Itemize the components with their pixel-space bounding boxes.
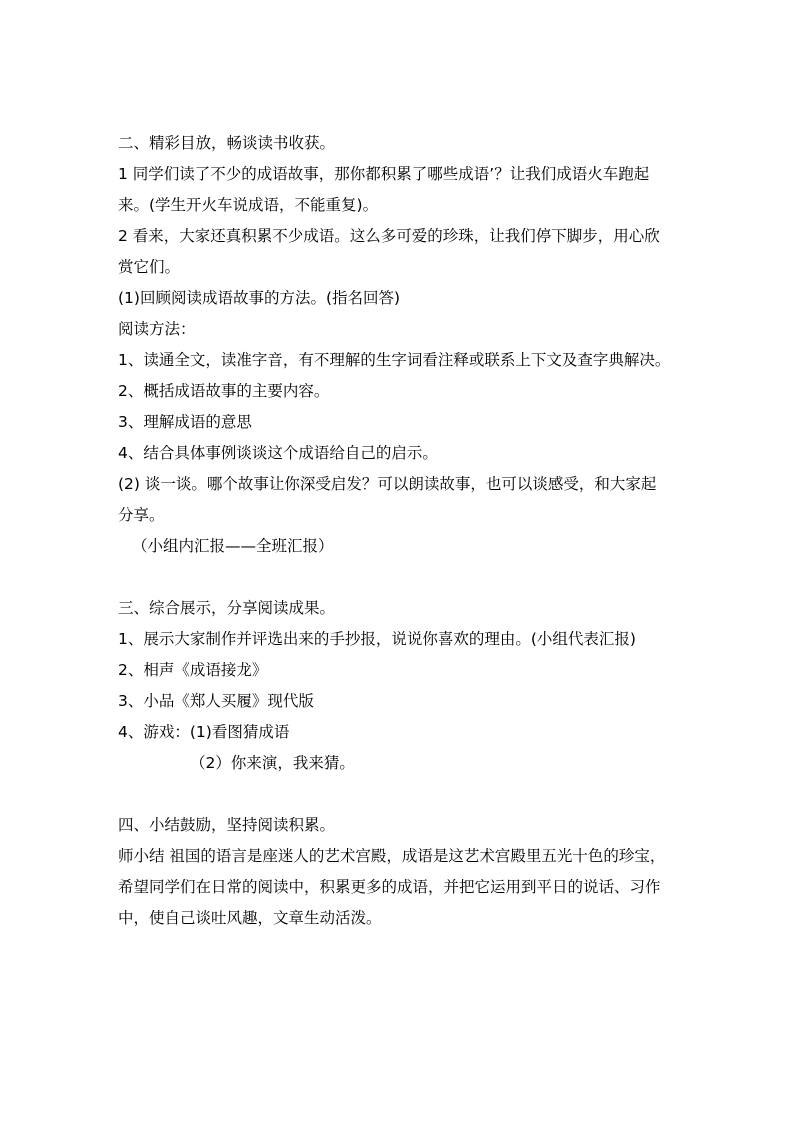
paragraph-line: 分享。 xyxy=(118,506,165,524)
paragraph-line: (2) 谈一谈。哪个故事让你深受启发？可以朗读故事，也可以谈感受，和大家起 xyxy=(118,475,657,493)
paragraph-line: 中，使自己谈吐风趣，文章生动活泼。 xyxy=(118,909,382,927)
reading-method-label: 阅读方法： xyxy=(118,320,196,338)
paragraph-line: 赏它们。 xyxy=(118,258,181,276)
reading-method-item: 4、结合具体事例谈谈这个成语给自己的启示。 xyxy=(118,444,438,462)
reading-method-item: 3、理解成语的意思 xyxy=(118,413,252,431)
blank-line xyxy=(118,562,684,593)
paragraph-line: 师小结 祖国的语言是座迷人的艺术宫殿，成语是这艺术宫殿里五光十色的珍宝， xyxy=(118,847,666,865)
section-2-heading: 二、精彩目放，畅谈读书收获。 xyxy=(118,134,336,152)
activity-sub-item: （2）你来演，我来猜。 xyxy=(190,754,355,772)
reading-method-item: 1、读通全文，读准字音，有不理解的生字词看注释或联系上下文及查字典解决。 xyxy=(118,351,671,369)
section-4-heading: 四、小结鼓励，坚持阅读积累。 xyxy=(118,816,336,834)
activity-item: 4、游戏：(1)看图猜成语 xyxy=(118,723,290,741)
activity-item: 2、相声《成语接龙》 xyxy=(118,661,268,679)
blank-line xyxy=(118,779,684,810)
activity-item: 3、小品《郑人买履》现代版 xyxy=(118,692,314,710)
paragraph-line: 希望同学们在日常的阅读中，积累更多的成语，并把它运用到平日的说话、习作 xyxy=(118,878,661,896)
paragraph-line: （小组内汇报——全班汇报） xyxy=(132,537,334,555)
document-body xyxy=(118,128,684,934)
paragraph-line: (1)回顾阅读成语故事的方法。(指名回答) xyxy=(118,289,401,307)
paragraph-line: 1 同学们读了不少的成语故事，那你都积累了哪些成语’？让我们成语火车跑起 xyxy=(118,165,650,183)
paragraph-line: 2 看来，大家还真积累不少成语。这么多可爱的珍珠，让我们停下脚步，用心欣 xyxy=(118,227,660,245)
activity-item: 1、展示大家制作并评选出来的手抄报，说说你喜欢的理由。(小组代表汇报) xyxy=(118,630,636,648)
reading-method-item: 2、概括成语故事的主要内容。 xyxy=(118,382,330,400)
paragraph-line: 来。(学生开火车说成语，不能重复)。 xyxy=(118,196,379,214)
section-3-heading: 三、综合展示，分享阅读成果。 xyxy=(118,599,336,617)
